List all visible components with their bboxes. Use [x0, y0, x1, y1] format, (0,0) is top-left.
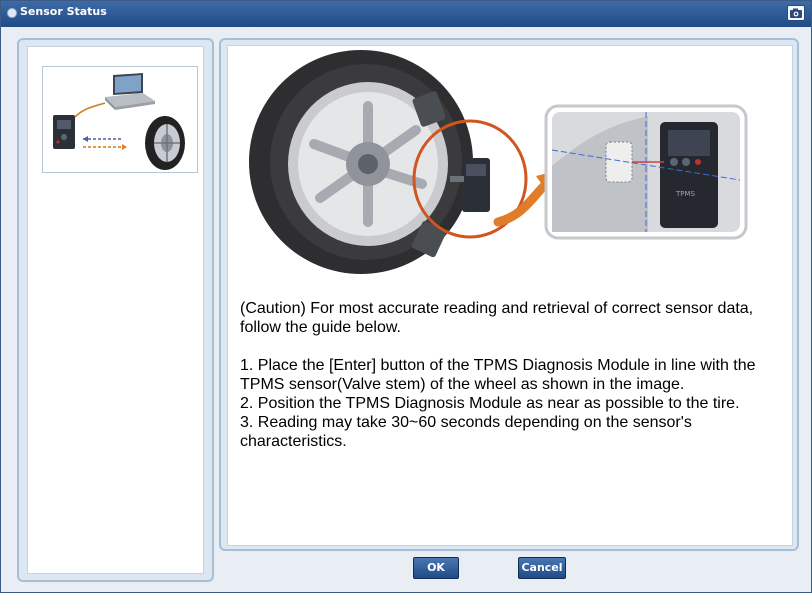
left-panel [17, 38, 214, 582]
zoom-inset-image [546, 106, 746, 238]
wheel-guide-image [228, 46, 792, 296]
instructions-text [240, 299, 785, 451]
caution-text: (Caution) For most accurate reading and retrieval of correct sensor data, follow the guide below. [240, 300, 754, 336]
tire-icon [145, 116, 185, 170]
instruction-step: 2. Position the TPMS Diagnosis Module as near as possible to the tire. [240, 395, 740, 412]
title-bar[interactable] [1, 1, 811, 27]
module-label: TPMS [676, 190, 695, 198]
tire-image [249, 50, 473, 274]
instruction-step: 3. Reading may take 30~60 seconds depending on the sensor's characteristics. [240, 414, 692, 450]
connection-diagram-thumbnail [42, 66, 198, 173]
cancel-button[interactable]: Cancel [518, 557, 566, 579]
camera-icon[interactable] [787, 5, 805, 21]
guide-content [227, 45, 793, 546]
window-title: Sensor Status [20, 5, 107, 18]
dialog-icon [7, 8, 17, 18]
ok-button[interactable]: OK [413, 557, 459, 579]
tpms-module-icon [53, 115, 75, 149]
left-panel-content [27, 46, 204, 574]
right-panel [219, 38, 799, 551]
instruction-step: 1. Place the [Enter] button of the TPMS Diagnosis Module in line with the TPMS sensor(Valve stem) of the wheel as shown in the image. [240, 357, 756, 393]
laptop-icon [105, 73, 155, 110]
